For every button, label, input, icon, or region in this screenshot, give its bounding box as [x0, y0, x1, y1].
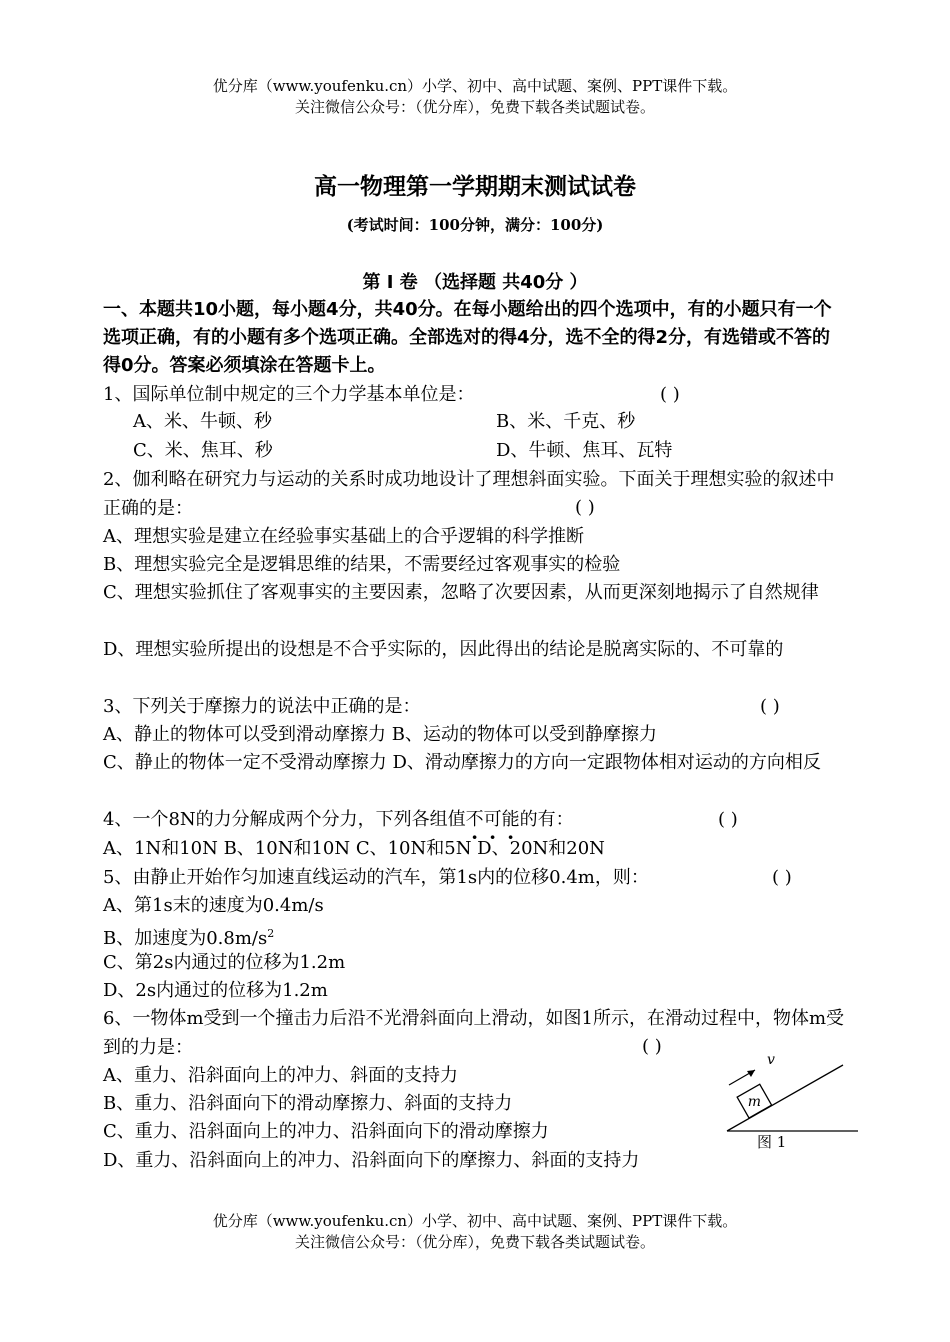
block-m: [737, 1084, 771, 1118]
q6-option-a: A、重力、沿斜面向上的冲力、斜面的支持力: [103, 1065, 458, 1086]
answer-blank-4: ( ): [718, 809, 738, 830]
velocity-arrow-icon: [729, 1070, 755, 1085]
question-5-stem: 5、由静止开始作匀加速直线运动的汽车，第1s内的位移0.4m，则：: [103, 867, 649, 888]
exam-info: (考试时间：100分钟，满分：100分): [346, 216, 604, 234]
emphasis-char: 可: [483, 809, 502, 830]
q5-option-d: D、2s内通过的位移为1.2m: [103, 980, 328, 1001]
mass-label: m: [747, 1094, 762, 1111]
answer-blank-1: ( ): [660, 384, 680, 405]
q2-option-a: A、理想实验是建立在经验事实基础上的合乎逻辑的科学推断: [103, 526, 584, 547]
q5-option-a: A、第1s末的速度为0.4m/s: [103, 895, 324, 916]
incline-figure: [715, 1045, 865, 1155]
q1-option-c: C、米、焦耳、秒: [133, 440, 273, 461]
answer-blank-5: ( ): [772, 867, 792, 888]
q1-option-a: A、米、牛顿、秒: [133, 411, 272, 432]
q2-option-c: C、理想实验抓住了客观事实的主要因素，忽略了次要因素，从而更深刻地揭示了自然规律: [103, 582, 819, 603]
q5-option-b-text: B、加速度为0.8m/s: [103, 928, 268, 949]
instructions: 一、本题共10小题，每小题4分，共40分。在每小题给出的四个选项中，有的小题只有一个选项正确，有的小题有多个选项正确。全部选对的得4分，选不全的得2分，有选错或不答的得0分。答案必须填涂在答题卡上。: [103, 299, 832, 376]
footer-line-1: 优分库（www.youfenku.cn）小学、初中、高中试题、案例、PPT课件下载。: [212, 1212, 738, 1230]
q2-option-b: B、理想实验完全是逻辑思维的结果，不需要经过客观事实的检验: [103, 554, 621, 575]
figure-caption: 图 1: [757, 1133, 787, 1151]
q6-option-d: D、重力、沿斜面向上的冲力、沿斜面向下的摩擦力、斜面的支持力: [103, 1150, 640, 1171]
question-6-stem: 6、一物体m受到一个撞击力后沿不光滑斜面向上滑动，如图1所示，在滑动过程中，物体m受到的力是：: [103, 1008, 845, 1058]
q2-option-d: D、理想实验所提出的设想是不合乎实际的，因此得出的结论是脱离实际的、不可靠的: [103, 639, 784, 660]
question-3-stem: 3、下列关于摩擦力的说法中正确的是：: [103, 696, 421, 717]
question-1-stem: 1、国际单位制中规定的三个力学基本单位是：: [103, 384, 475, 405]
answer-blank-3: ( ): [760, 696, 780, 717]
q3-options-ab: A、静止的物体可以受到滑动摩擦力 B、运动的物体可以受到静摩擦力: [103, 724, 657, 745]
header-line-1: 优分库（www.youfenku.cn）小学、初中、高中试题、案例、PPT课件下载。: [212, 77, 738, 95]
velocity-label: v: [767, 1052, 775, 1068]
header-line-2: 关注微信公众号：（优分库），免费下载各类试题试卷。: [294, 98, 655, 116]
q6-option-c: C、重力、沿斜面向上的冲力、沿斜面向下的滑动摩擦力: [103, 1121, 549, 1142]
q3-options-cd: C、静止的物体一定不受滑动摩擦力 D、滑动摩擦力的方向一定跟物体相对运动的方向相反: [103, 752, 821, 773]
q1-option-b: B、米、千克、秒: [496, 411, 636, 432]
emphasis-char: 不: [465, 809, 484, 830]
question-2-stem: 2、伽利略在研究力与运动的关系时成功地设计了理想斜面实验。下面关于理想实验的叙述中正确的是：: [103, 469, 835, 519]
footer-line-2: 关注微信公众号：（优分库），免费下载各类试题试卷。: [294, 1233, 655, 1251]
page-title: 高一物理第一学期期末测试试卷: [314, 174, 636, 200]
answer-blank-6: ( ): [642, 1036, 662, 1057]
superscript: 2: [267, 927, 275, 940]
q6-option-b: B、重力、沿斜面向下的滑动摩擦力、斜面的支持力: [103, 1093, 513, 1114]
q5-option-c: C、第2s内通过的位移为1.2m: [103, 952, 346, 973]
q1-option-d: D、牛顿、焦耳、瓦特: [496, 440, 673, 461]
answer-blank-2: ( ): [575, 497, 595, 518]
section-heading: 第 I 卷 （选择题 共40分 ）: [362, 272, 588, 293]
q4-stem-tail: 的有：: [519, 809, 574, 830]
question-4-stem: [103, 806, 574, 834]
emphasis-char: 能: [501, 809, 520, 830]
q4-stem-text: 4、一个8N的力分解成两个分力，下列各组值: [103, 809, 466, 830]
q4-options: A、1N和10N B、10N和10N C、10N和5N D、20N和20N: [103, 838, 605, 859]
